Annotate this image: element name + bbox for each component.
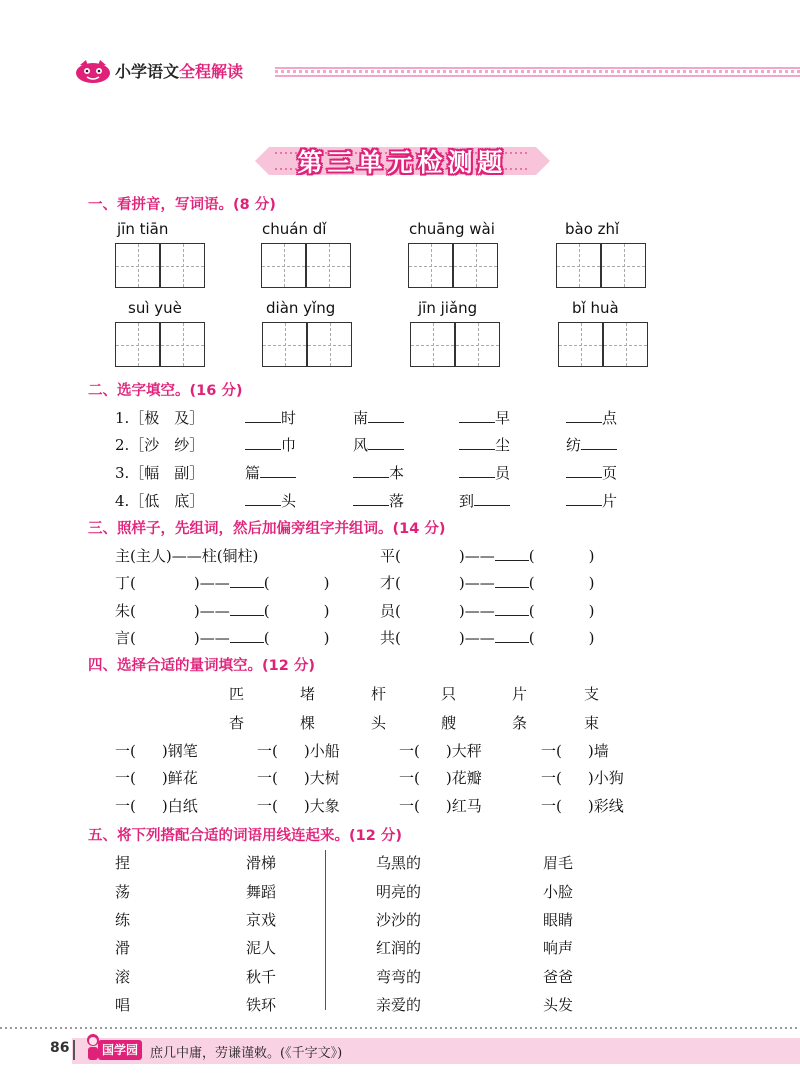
fill-item[interactable]: 员 <box>459 462 510 483</box>
match-word[interactable]: 明亮的 <box>376 883 422 901</box>
fill-item[interactable]: 尘 <box>459 434 510 455</box>
example-text: 主(主人)——柱(铜柱) <box>115 547 259 565</box>
match-word[interactable]: 爸爸 <box>543 968 574 986</box>
footer-badge: 国学园 <box>98 1040 142 1060</box>
section-3-title: 三、照样子，先组词，然后加偏旁组字并组词。(14 分) <box>88 521 446 537</box>
match-word[interactable]: 小脸 <box>543 883 574 901</box>
fill-item[interactable]: 落 <box>353 490 404 511</box>
measure-fill[interactable]: 一( )钢笔 <box>115 742 198 760</box>
section-4-title: 四、选择合适的量词填空。(12 分) <box>88 658 315 674</box>
writing-box[interactable] <box>455 322 500 367</box>
writing-box[interactable] <box>603 322 648 367</box>
match-word[interactable]: 捏 <box>115 854 131 872</box>
pinyin-7: jīn jiǎng <box>418 299 478 317</box>
page-number: 86 <box>50 1040 70 1056</box>
fill-item[interactable]: 页 <box>566 462 617 483</box>
match-word[interactable]: 沙沙的 <box>376 911 422 929</box>
measure-fill[interactable]: 一( )大象 <box>257 797 340 815</box>
measure-fill[interactable]: 一( )小狗 <box>541 769 624 787</box>
match-word[interactable]: 秋千 <box>246 968 277 986</box>
fill-item[interactable]: 巾 <box>245 434 296 455</box>
match-word[interactable]: 滑 <box>115 939 131 957</box>
writing-box[interactable] <box>261 243 306 288</box>
measure-fill[interactable]: 一( )花瓣 <box>399 769 482 787</box>
pinyin-3: chuāng wài <box>409 220 495 238</box>
writing-box[interactable] <box>160 322 205 367</box>
measure-word: 艘 <box>441 714 457 732</box>
measure-word: 头 <box>371 714 387 732</box>
header-title: 小学语文全程解读 <box>115 62 244 81</box>
measure-fill[interactable]: 一( )墙 <box>541 742 609 760</box>
choice-label: 4.［低 底］ <box>115 492 205 510</box>
word-build-item[interactable]: 言( )—— ( ) <box>115 629 330 647</box>
footer-quote: 庶几中庸，劳谦谨敕。(《千字文》) <box>150 1046 343 1061</box>
match-word[interactable]: 眉毛 <box>543 854 574 872</box>
header-dots <box>275 70 800 73</box>
fill-item[interactable]: 头 <box>245 490 296 511</box>
fill-item[interactable]: 篇 <box>245 462 296 483</box>
writing-box[interactable] <box>558 322 603 367</box>
match-word[interactable]: 练 <box>115 911 131 929</box>
measure-fill[interactable]: 一( )鲜花 <box>115 769 198 787</box>
writing-box[interactable] <box>556 243 601 288</box>
measure-word: 束 <box>584 714 600 732</box>
footer-divider <box>73 1040 75 1060</box>
fill-item[interactable]: 早 <box>459 407 510 428</box>
match-word[interactable]: 唱 <box>115 996 131 1014</box>
match-word[interactable]: 红润的 <box>376 939 422 957</box>
word-build-item[interactable]: 共( )—— ( ) <box>380 629 595 647</box>
measure-fill[interactable]: 一( )白纸 <box>115 797 198 815</box>
measure-fill[interactable]: 一( )小船 <box>257 742 340 760</box>
pinyin-2: chuán dǐ <box>262 220 327 238</box>
choice-label: 2.［沙 纱］ <box>115 436 205 454</box>
choice-label: 1.［极 及］ <box>115 409 205 427</box>
match-word[interactable]: 眼睛 <box>543 911 574 929</box>
fill-item[interactable]: 本 <box>353 462 404 483</box>
fill-item[interactable]: 风 <box>353 434 404 455</box>
match-word[interactable]: 泥人 <box>246 939 277 957</box>
measure-fill[interactable]: 一( )大树 <box>257 769 340 787</box>
fill-item[interactable]: 纺 <box>566 434 617 455</box>
match-word[interactable]: 舞蹈 <box>246 883 277 901</box>
section-2-title: 二、选字填空。(16 分) <box>88 383 243 399</box>
page-title: 第三单元检测题 <box>297 148 508 177</box>
measure-fill[interactable]: 一( )红马 <box>399 797 482 815</box>
fill-item[interactable]: 南 <box>353 407 404 428</box>
fill-item[interactable]: 到 <box>459 490 510 511</box>
word-build-item[interactable]: 朱( )—— ( ) <box>115 602 330 620</box>
measure-word: 匹 <box>229 685 245 703</box>
pinyin-1: jīn tiān <box>117 220 169 238</box>
writing-box[interactable] <box>453 243 498 288</box>
word-build-item[interactable]: 平( )—— ( ) <box>380 547 595 565</box>
match-word[interactable]: 亲爱的 <box>376 996 422 1014</box>
fill-item[interactable]: 片 <box>566 490 617 511</box>
footer-dots <box>0 1027 800 1029</box>
fill-item[interactable]: 时 <box>245 407 296 428</box>
writing-box[interactable] <box>306 243 351 288</box>
measure-word: 支 <box>584 685 600 703</box>
word-build-item[interactable]: 丁( )—— ( ) <box>115 574 330 592</box>
column-divider <box>325 850 326 1010</box>
match-word[interactable]: 京戏 <box>246 911 277 929</box>
measure-fill[interactable]: 一( )大秤 <box>399 742 482 760</box>
measure-word: 堵 <box>300 685 316 703</box>
writing-box[interactable] <box>307 322 352 367</box>
pinyin-4: bào zhǐ <box>565 220 620 238</box>
cartoon-logo-icon <box>72 57 114 85</box>
pinyin-5: suì yuè <box>128 299 182 317</box>
word-build-item[interactable]: 才( )—— ( ) <box>380 574 595 592</box>
measure-word: 只 <box>441 685 457 703</box>
match-word[interactable]: 滑梯 <box>246 854 277 872</box>
measure-word: 棵 <box>300 714 316 732</box>
match-word[interactable]: 响声 <box>543 939 574 957</box>
writing-box[interactable] <box>410 322 455 367</box>
writing-box[interactable] <box>262 322 307 367</box>
writing-box[interactable] <box>115 322 160 367</box>
measure-word: 杳 <box>229 714 245 732</box>
measure-word: 片 <box>512 685 528 703</box>
section-5-title: 五、将下列搭配合适的词语用线连起来。(12 分) <box>88 828 402 844</box>
pinyin-6: diàn yǐng <box>266 299 336 317</box>
match-word[interactable]: 弯弯的 <box>376 968 422 986</box>
match-word[interactable]: 头发 <box>543 996 574 1014</box>
match-word[interactable]: 荡 <box>115 883 131 901</box>
measure-fill[interactable]: 一( )彩线 <box>541 797 624 815</box>
section-1-title: 一、看拼音，写词语。(8 分) <box>88 197 276 213</box>
word-build-item[interactable]: 员( )—— ( ) <box>380 602 595 620</box>
pinyin-8: bǐ huà <box>572 299 619 317</box>
writing-box[interactable] <box>408 243 453 288</box>
measure-word: 条 <box>512 714 528 732</box>
match-word[interactable]: 滚 <box>115 968 131 986</box>
writing-box[interactable] <box>160 243 205 288</box>
measure-word: 杆 <box>371 685 387 703</box>
writing-box[interactable] <box>601 243 646 288</box>
fill-item[interactable]: 点 <box>566 407 617 428</box>
writing-box[interactable] <box>115 243 160 288</box>
match-word[interactable]: 乌黑的 <box>376 854 422 872</box>
choice-label: 3.［幅 副］ <box>115 464 205 482</box>
match-word[interactable]: 铁环 <box>246 996 277 1014</box>
